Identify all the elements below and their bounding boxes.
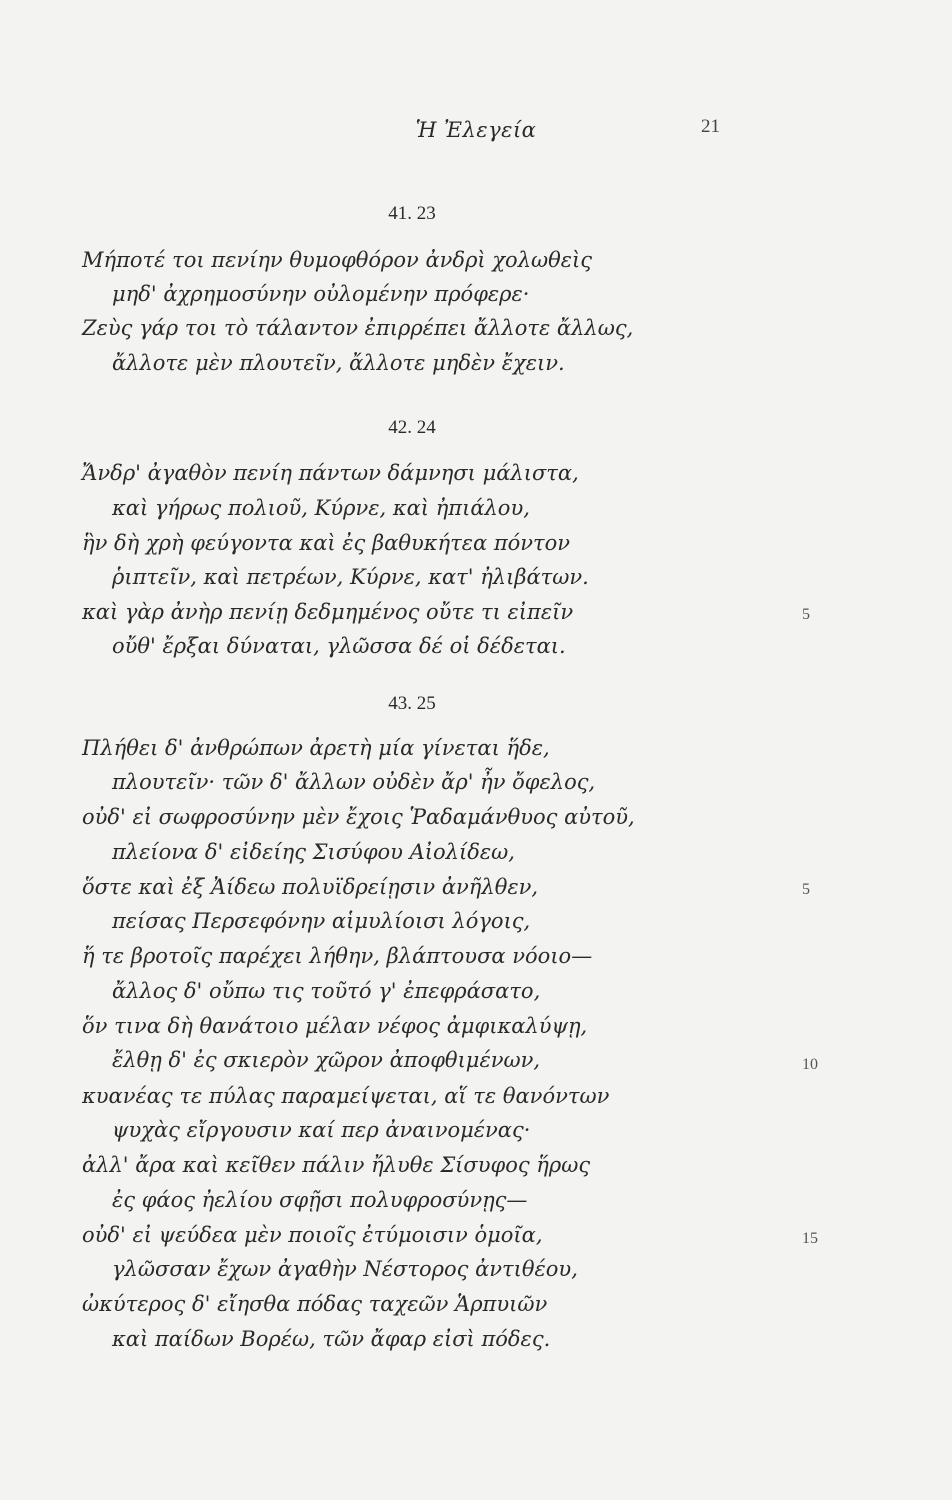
poem-number: 43. 25 [388,693,436,714]
poem-number: 42. 24 [388,417,436,438]
verse-line: Ἄνδρ' ἀγαθὸν πενίη πάντων δάμνησι μάλιστα, [82,461,579,485]
line-number: 5 [802,881,810,898]
verse-line: ῥιπτεῖν, καὶ πετρέων, Κύρνε, κατ' ἠλιβάτων. [112,565,589,589]
verse-line: ἀλλ' ἄρα καὶ κεῖθεν πάλιν ἤλυθε Σίσυφος ἥρως [82,1153,591,1177]
verse-line: κυανέας τε πύλας παραμείψεται, αἵ τε θανόντων [82,1084,610,1108]
verse-line: ἐς φάος ἠελίου σφῇσι πολυφροσύνῃς— [112,1188,528,1212]
verse-line: ὅν τινα δὴ θανάτοιο μέλαν νέφος ἀμφικαλύψῃ, [82,1014,588,1038]
verse-line: ἣν δὴ χρὴ φεύγοντα καὶ ἐς βαθυκήτεα πόντον [82,531,571,555]
verse-line: καὶ γήρως πολιοῦ, Κύρνε, καὶ ἠπιάλου, [112,496,530,520]
line-number: 15 [802,1230,818,1247]
verse-line: καὶ γὰρ ἀνὴρ πενίῃ δεδμημένος οὔτε τι εἰπεῖν [82,600,574,624]
verse-line: ψυχὰς εἴργουσιν καί περ ἀναινομένας· [112,1118,531,1142]
line-number: 10 [802,1056,818,1073]
verse-line: ἥ τε βροτοῖς παρέχει λήθην, βλάπτουσα νόοιο— [82,944,593,968]
verse-line: Ζεὺς γάρ τοι τὸ τάλαντον ἐπιρρέπει ἄλλοτε ἄλλως, [82,316,634,340]
verse-line: Μήποτέ τοι πενίην θυμοφθόρον ἀνδρὶ χολωθεὶς [82,248,593,272]
line-number: 5 [802,606,810,623]
verse-line: μηδ' ἀχρημοσύνην οὐλομένην πρόφερε· [112,282,530,306]
verse-line: γλῶσσαν ἔχων ἀγαθὴν Νέστορος ἀντιθέου, [112,1257,578,1281]
verse-line: Πλήθει δ' ἀνθρώπων ἀρετὴ μία γίνεται ἥδε, [82,736,550,760]
poem-number: 41. 23 [388,203,436,224]
verse-line: ὅστε καὶ ἐξ Ἀίδεω πολυϊδρείῃσιν ἀνῆλθεν, [82,875,539,899]
verse-line: καὶ παίδων Βορέω, τῶν ἄφαρ εἰσὶ πόδες. [112,1327,551,1351]
verse-line: οὔθ' ἔρξαι δύναται, γλῶσσα δέ οἱ δέδεται. [112,634,566,658]
verse-line: ἄλλος δ' οὔπω τις τοῦτό γ' ἐπεφράσατο, [112,979,541,1003]
verse-line: οὐδ' εἰ σωφροσύνην μὲν ἔχοις Ῥαδαμάνθυος αὐτοῦ, [82,805,635,829]
verse-line: ὠκύτερος δ' εἴησθα πόδας ταχεῶν Ἁρπυιῶν [82,1292,548,1316]
running-title: Ἡ Ἐλεγεία [415,118,537,142]
page-number: 21 [701,116,720,137]
verse-line: πλουτεῖν· τῶν δ' ἄλλων οὐδὲν ἄρ' ἦν ὄφελος, [112,770,596,794]
verse-line: πλείονα δ' εἰδείης Σισύφου Αἰολίδεω, [112,840,515,864]
verse-line: οὐδ' εἰ ψεύδεα μὲν ποιοῖς ἐτύμοισιν ὁμοῖα, [82,1223,543,1247]
verse-line: πείσας Περσεφόνην αἱμυλίοισι λόγοις, [112,909,531,933]
verse-line: ἔλθῃ δ' ἐς σκιερὸν χῶρον ἀποφθιμένων, [112,1048,541,1072]
verse-line: ἄλλοτε μὲν πλουτεῖν, ἄλλοτε μηδὲν ἔχειν. [112,351,565,375]
